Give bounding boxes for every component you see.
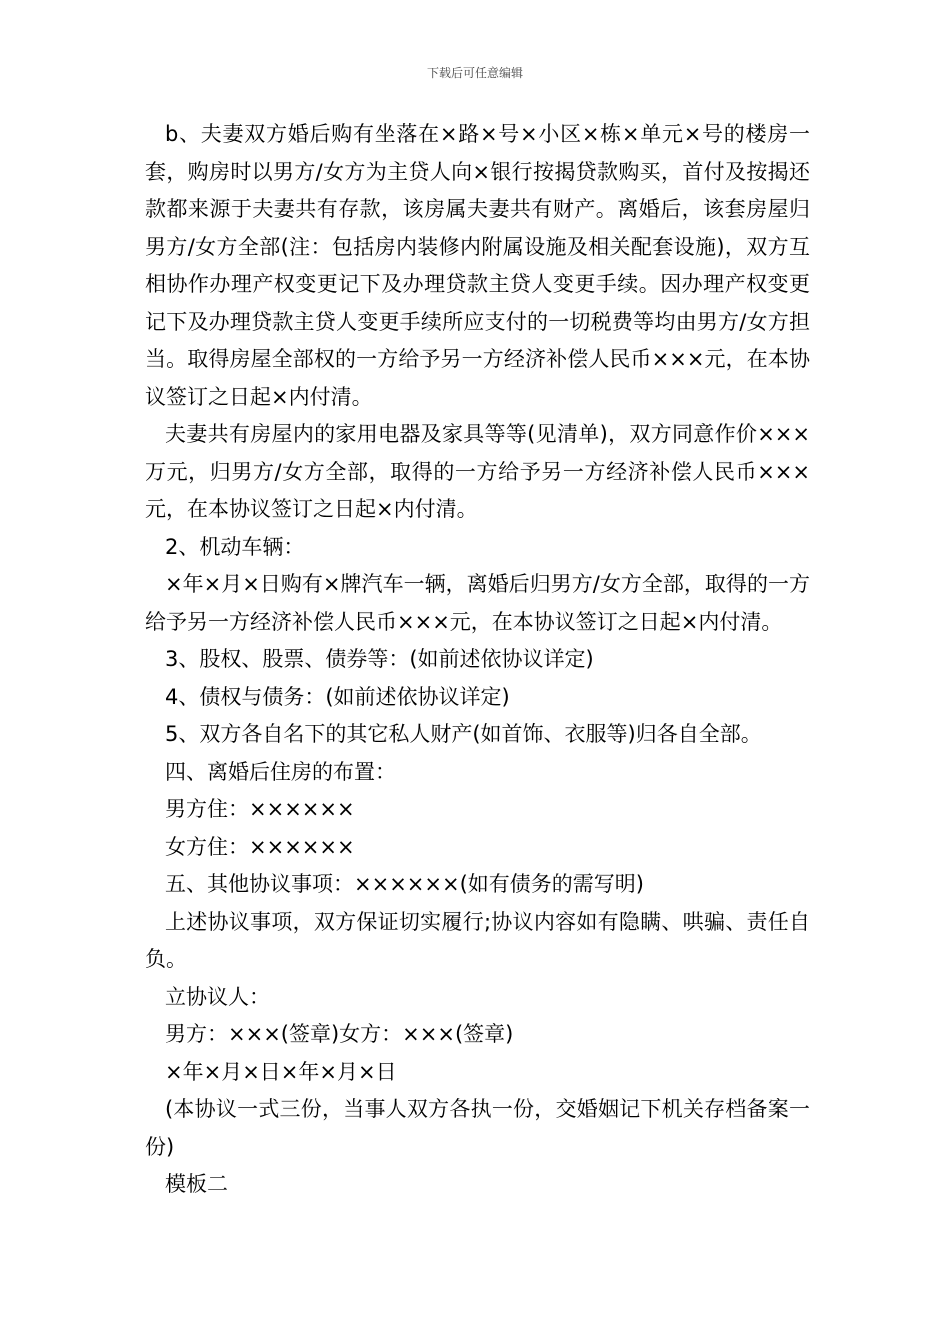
section-heading-other-matters: 五、其他协议事项：××××××(如有债务的需写明) (165, 872, 644, 896)
paragraph-guarantee: 上述协议事项，双方保证切实履行;协议内容如有隐瞒、哄骗、责任自负。 (145, 909, 810, 971)
paragraph-copies-note: (本协议一式三份，当事人双方各执一份，交婚姻记下机关存档备案一份) (145, 1097, 810, 1159)
paragraph-private-property: 5、双方各自名下的其它私人财产(如首饰、衣服等)归各自全部。 (165, 722, 762, 746)
document-body (145, 116, 810, 1204)
paragraph-male-residence: 男方住：×××××× (165, 797, 355, 821)
paragraph-female-residence: 女方住：×××××× (165, 834, 355, 859)
paragraph-stocks-bonds: 3、股权、股票、债券等：(如前述依协议详定) (165, 647, 594, 671)
paragraph-household-appliances: 夫妻共有房屋内的家用电器及家具等等(见清单)，双方同意作价×××万元，归男方/女方全部，取得的一方给予另一方经济补偿人民币×××元，在本协议签订之日起×内付清。 (145, 422, 810, 521)
paragraph-debts: 4、债权与债务：(如前述依协议详定) (165, 684, 510, 709)
paragraph-signatories-label: 立协议人： (165, 984, 270, 1009)
paragraph-vehicle-heading: 2、机动车辆： (165, 534, 305, 559)
section-heading-housing: 四、离婚后住房的布置： (165, 759, 396, 784)
paragraph-signatures: 男方：×××(签章)女方：×××(签章) (165, 1022, 514, 1046)
paragraph-template-two: 模板二 (165, 1172, 228, 1196)
paragraph-house-property: b、夫妻双方婚后购有坐落在×路×号×小区×栋×单元×号的楼房一套，购房时以男方/女方为主贷人向×银行按揭贷款购买，首付及按揭还款都来源于夫妻共有存款，该房属夫妻共有财产。离婚后，该套房屋归男方/女方全部(注：包括房内装修内附属设施及相关配套设施)，双方互相协作办理产权变更记下及办理贷款主贷人变更手续。因办理产权变更记下及办理贷款主贷人变更手续所应支付的一切税费等均由男方/女方担当。取得房屋全部权的一方给予另一方经济补偿人民币×××元，在本协议签订之日起×内付清。 (145, 122, 810, 409)
paragraph-dates: ×年×月×日×年×月×日 (165, 1059, 397, 1084)
paragraph-vehicle-detail: ×年×月×日购有×牌汽车一辆，离婚后归男方/女方全部，取得的一方给予另一方经济补偿人民币×××元，在本协议签订之日起×内付清。 (145, 572, 810, 634)
page-header-note: 下载后可任意编辑 (426, 66, 523, 80)
